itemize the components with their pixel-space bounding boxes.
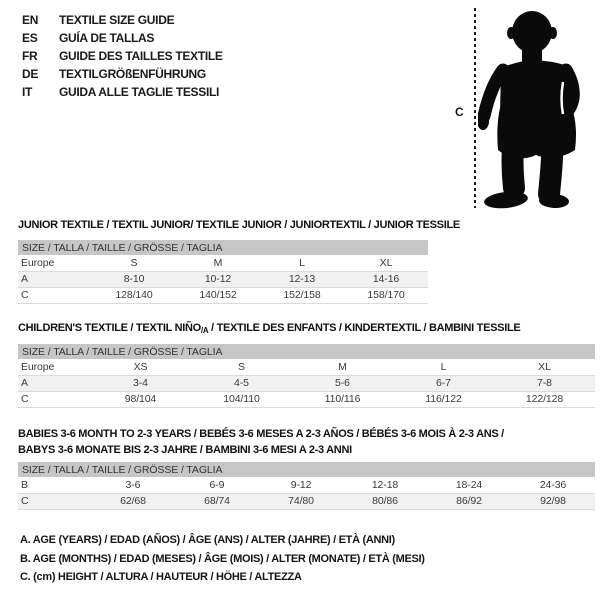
column-header-row [18, 255, 428, 271]
row-label-cell: C [18, 287, 92, 303]
guide-title-en: TEXTILE SIZE GUIDE [59, 13, 175, 27]
table-cell: 4-5 [191, 375, 292, 391]
babies-table-title [18, 427, 504, 458]
table-cell: 86/92 [427, 493, 511, 509]
table-cell: 12-18 [343, 477, 427, 493]
table-cell: 12-13 [260, 271, 344, 287]
children-table-title [18, 322, 520, 335]
language-row-it [22, 83, 223, 101]
children-title-sub: /A [200, 326, 209, 335]
table-cell: 140/152 [176, 287, 260, 303]
table-cell: 3-4 [90, 375, 191, 391]
language-row-de [22, 65, 223, 83]
table-cell: 18-24 [427, 477, 511, 493]
table-cell: 7-8 [494, 375, 595, 391]
children-title-pre: CHILDREN'S TEXTILE / TEXTIL NIÑO [18, 322, 201, 334]
babies-title-line2: BABYS 3-6 MONATE BIS 2-3 JAHRE / BAMBINI 3-6 MESI A 2-3 ANNI [18, 443, 352, 456]
table-cell: 8-10 [92, 271, 176, 287]
guide-title-fr: GUIDE DES TAILLES TEXTILE [59, 49, 223, 63]
size-header-label: SIZE / TALLA / TAILLE / GRÖSSE / TAGLIA [18, 462, 595, 477]
row-label-cell: C [18, 493, 91, 509]
row-label-cell: B [18, 477, 91, 493]
table-row-height [18, 493, 595, 509]
note-age-months: B. AGE (MONTHS) / EDAD (MESES) / ÂGE (MOIS) / ALTER (MONATE) / ETÀ (MESI) [20, 552, 425, 565]
table-cell: 6-9 [175, 477, 259, 493]
language-row-fr [22, 47, 223, 65]
column-header-cell: S [92, 255, 176, 271]
size-header-band [18, 240, 428, 255]
size-header-label: SIZE / TALLA / TAILLE / GRÖSSE / TAGLIA [18, 344, 595, 359]
table-cell: 24-36 [511, 477, 595, 493]
column-header-cell: M [292, 359, 393, 375]
column-header-cell: Europe [18, 255, 92, 271]
children-size-table [18, 344, 595, 408]
row-label-cell: A [18, 375, 90, 391]
language-code: ES [22, 31, 38, 45]
table-cell: 104/110 [191, 391, 292, 407]
table-cell: 128/140 [92, 287, 176, 303]
children-title-post: / TEXTILE DES ENFANTS / KINDERTEXTIL / BAMBINI TESSILE [208, 322, 521, 334]
language-code: EN [22, 13, 39, 27]
table-cell: 158/170 [344, 287, 428, 303]
table-cell: 152/158 [260, 287, 344, 303]
table-cell: 122/128 [494, 391, 595, 407]
height-measure-dotted-line [474, 8, 476, 208]
column-header-cell: L [260, 255, 344, 271]
row-label-cell: A [18, 271, 92, 287]
table-cell: 98/104 [90, 391, 191, 407]
column-header-cell: XL [494, 359, 595, 375]
language-code: DE [22, 67, 39, 81]
language-row-en [22, 11, 223, 29]
language-row-es [22, 29, 223, 47]
column-header-cell: S [191, 359, 292, 375]
language-code: FR [22, 49, 38, 63]
guide-title-it: GUIDA ALLE TAGLIE TESSILI [59, 85, 220, 99]
guide-title-de: TEXTILGRÖßENFÜHRUNG [59, 67, 206, 81]
column-header-cell: Europe [18, 359, 90, 375]
table-cell: 92/98 [511, 493, 595, 509]
table-row-age [18, 271, 428, 287]
babies-size-table [18, 462, 595, 510]
table-cell: 62/68 [91, 493, 175, 509]
guide-title-es: GUÍA DE TALLAS [59, 31, 155, 45]
column-header-row [18, 359, 595, 375]
table-cell: 80/86 [343, 493, 427, 509]
size-header-label: SIZE / TALLA / TAILLE / GRÖSSE / TAGLIA [18, 240, 428, 255]
column-header-cell: L [393, 359, 494, 375]
column-header-cell: XS [90, 359, 191, 375]
junior-table-title: JUNIOR TEXTILE / TEXTIL JUNIOR/ TEXTILE JUNIOR / JUNIORTEXTIL / JUNIOR TESSILE [18, 219, 460, 231]
table-cell: 5-6 [292, 375, 393, 391]
babies-title-line1: BABIES 3-6 MONTH TO 2-3 YEARS / BEBÉS 3-6 MESES A 2-3 AÑOS / BÉBÉS 3-6 MOIS À 2-3 ANS / [18, 428, 504, 440]
row-label-cell: C [18, 391, 90, 407]
table-cell: 110/116 [292, 391, 393, 407]
column-header-cell: XL [344, 255, 428, 271]
table-cell: 6-7 [393, 375, 494, 391]
toddler-silhouette-icon [478, 4, 594, 210]
language-code: IT [22, 85, 33, 99]
junior-size-table [18, 240, 428, 304]
table-row-age [18, 375, 595, 391]
table-cell: 74/80 [259, 493, 343, 509]
table-row-months [18, 477, 595, 493]
language-title-list [22, 11, 223, 101]
legend-notes [20, 531, 425, 587]
column-header-cell: M [176, 255, 260, 271]
table-cell: 14-16 [344, 271, 428, 287]
table-cell: 9-12 [259, 477, 343, 493]
size-header-band [18, 462, 595, 477]
table-row-height [18, 287, 428, 303]
note-age-years: A. AGE (YEARS) / EDAD (AÑOS) / ÂGE (ANS) / ALTER (JAHRE) / ETÀ (ANNI) [20, 534, 395, 546]
table-cell: 68/74 [175, 493, 259, 509]
table-cell: 3-6 [91, 477, 175, 493]
table-cell: 10-12 [176, 271, 260, 287]
size-header-band [18, 344, 595, 359]
table-cell: 116/122 [393, 391, 494, 407]
height-measure-label: C [455, 105, 464, 119]
table-row-height [18, 391, 595, 407]
note-height-cm: C. (cm) HEIGHT / ALTURA / HAUTEUR / HÖHE / ALTEZZA [20, 571, 302, 583]
